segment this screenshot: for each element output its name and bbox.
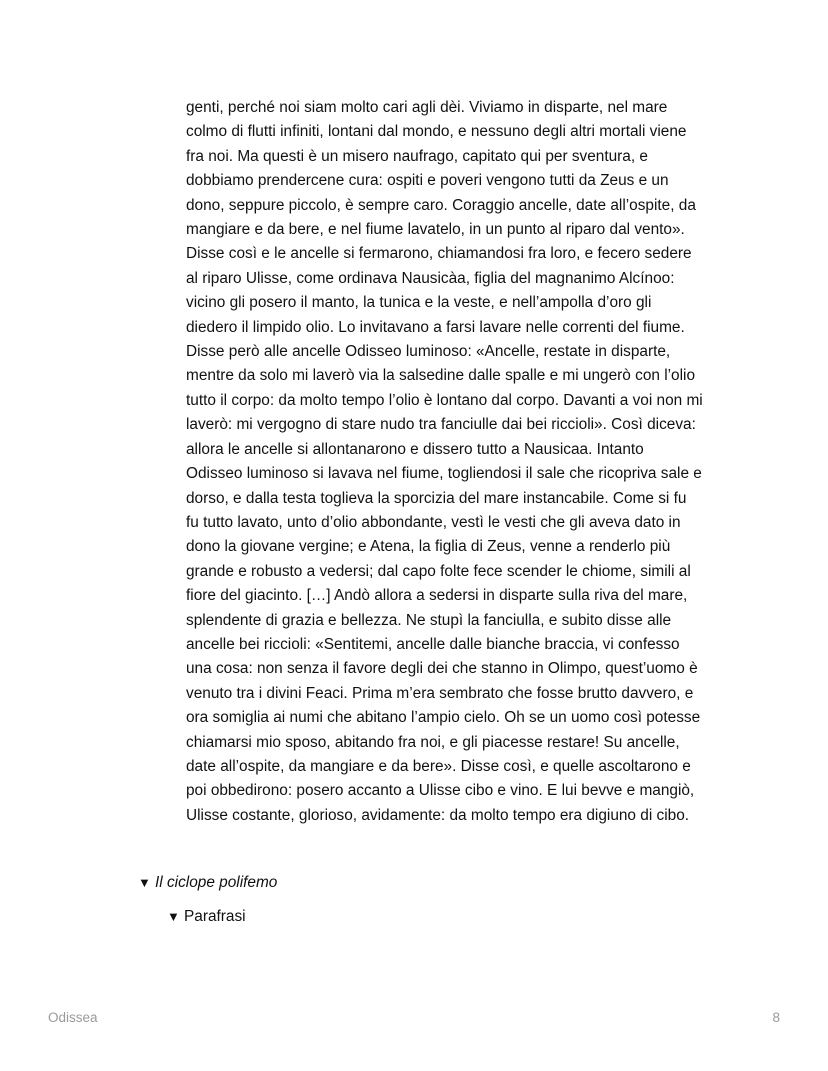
body-line: colmo di flutti infiniti, lontani dal mondo, e nessuno degli altri mortali viene xyxy=(186,123,687,141)
triangle-down-icon[interactable]: ▼ xyxy=(138,875,151,890)
body-text xyxy=(186,96,746,828)
body-line: venuto tra i divini Feaci. Prima m’era sembrato che fosse brutto davvero, e xyxy=(186,684,694,702)
body-line: mangiare e da bere, e nel fiume lavatelo, in un punto al riparo dal vento». xyxy=(186,221,685,239)
body-line: vicino gli posero il manto, la tunica e la veste, e nell’ampolla d’oro gli xyxy=(186,294,652,312)
body-line: fu tutto lavato, unto d’olio abbondante, vestì le vesti che gli aveva dato in xyxy=(186,513,681,531)
body-line: dono la giovane vergine; e Atena, la figlia di Zeus, venne a renderlo più xyxy=(186,538,671,556)
body-line: date all’ospite, da mangiare e da bere». Disse così, e quelle ascoltarono e xyxy=(186,757,691,775)
body-line: fiore del giacinto. […] Andò allora a sedersi in disparte sulla riva del mare, xyxy=(186,587,688,605)
toggle-label: Il ciclope polifemo xyxy=(155,874,278,891)
body-line: splendente di grazia e bellezza. Ne stupì la fanciulla, e subito disse alle xyxy=(186,611,672,629)
footer-page-number: 8 xyxy=(772,1010,780,1025)
body-line: Disse così e le ancelle si fermarono, chiamandosi fra loro, e fecero sedere xyxy=(186,245,692,263)
body-line: dorso, e dalla testa toglieva la sporcizia del mare instancabile. Come si fu xyxy=(186,489,687,507)
body-line: fra noi. Ma questi è un misero naufrago, capitato qui per sventura, e xyxy=(186,147,648,165)
body-line: chiamarsi mio sposo, abitando fra noi, e gli piacesse restare! Su ancelle, xyxy=(186,733,680,751)
toggle-label: Parafrasi xyxy=(184,908,246,925)
body-line: grande e robusto a vedersi; dal capo folte fece scender le chiome, simili al xyxy=(186,562,691,580)
body-line: Disse però alle ancelle Odisseo luminoso: «Ancelle, restate in disparte, xyxy=(186,343,671,361)
body-line: diedero il limpido olio. Lo invitavano a farsi lavare nelle correnti del fiume. xyxy=(186,318,685,336)
toggle-parafrasi[interactable] xyxy=(167,906,246,928)
body-line: dobbiamo prendercene cura: ospiti e poveri vengono tutti da Zeus e un xyxy=(186,172,669,190)
body-line: una cosa: non senza il favore degli dei che stanno in Olimpo, quest’uomo è xyxy=(186,660,698,678)
body-line: al riparo Ulisse, come ordinava Nausicàa, figlia del magnanimo Alcínoo: xyxy=(186,269,675,287)
body-line: mentre da solo mi laverò via la salsedine dalle spalle e mi ungerò con l’olio xyxy=(186,367,696,385)
body-line: ancelle bei riccioli: «Sentitemi, ancelle dalle bianche braccia, vi confesso xyxy=(186,635,680,653)
toggle-il-ciclope-polifemo[interactable] xyxy=(138,872,277,894)
body-line: laverò: mi vergogno di stare nudo tra fanciulle dai bei riccioli». Così diceva: xyxy=(186,416,696,434)
body-line: tutto il corpo: da molto tempo l’olio è lontano dal corpo. Davanti a voi non mi xyxy=(186,391,703,409)
triangle-down-icon[interactable]: ▼ xyxy=(167,909,180,924)
body-line: allora le ancelle si allontanarono e dissero tutto a Nausicaa. Intanto xyxy=(186,440,644,458)
footer-document-title: Odissea xyxy=(48,1010,98,1025)
body-line: dono, seppure piccolo, è sempre caro. Coraggio ancelle, date all’ospite, da xyxy=(186,196,696,214)
body-line: poi obbedirono: posero accanto a Ulisse cibo e vino. E lui bevve e mangiò, xyxy=(186,782,695,800)
body-line: Ulisse costante, glorioso, avidamente: da molto tempo era digiuno di cibo. xyxy=(186,806,690,824)
body-line: ora somiglia ai numi che abitano l’ampio cielo. Oh se un uomo così potesse xyxy=(186,709,701,727)
body-line: genti, perché noi siam molto cari agli dèi. Viviamo in disparte, nel mare xyxy=(186,99,668,116)
body-line: Odisseo luminoso si lavava nel fiume, togliendosi il sale che ricopriva sale e xyxy=(186,465,702,483)
